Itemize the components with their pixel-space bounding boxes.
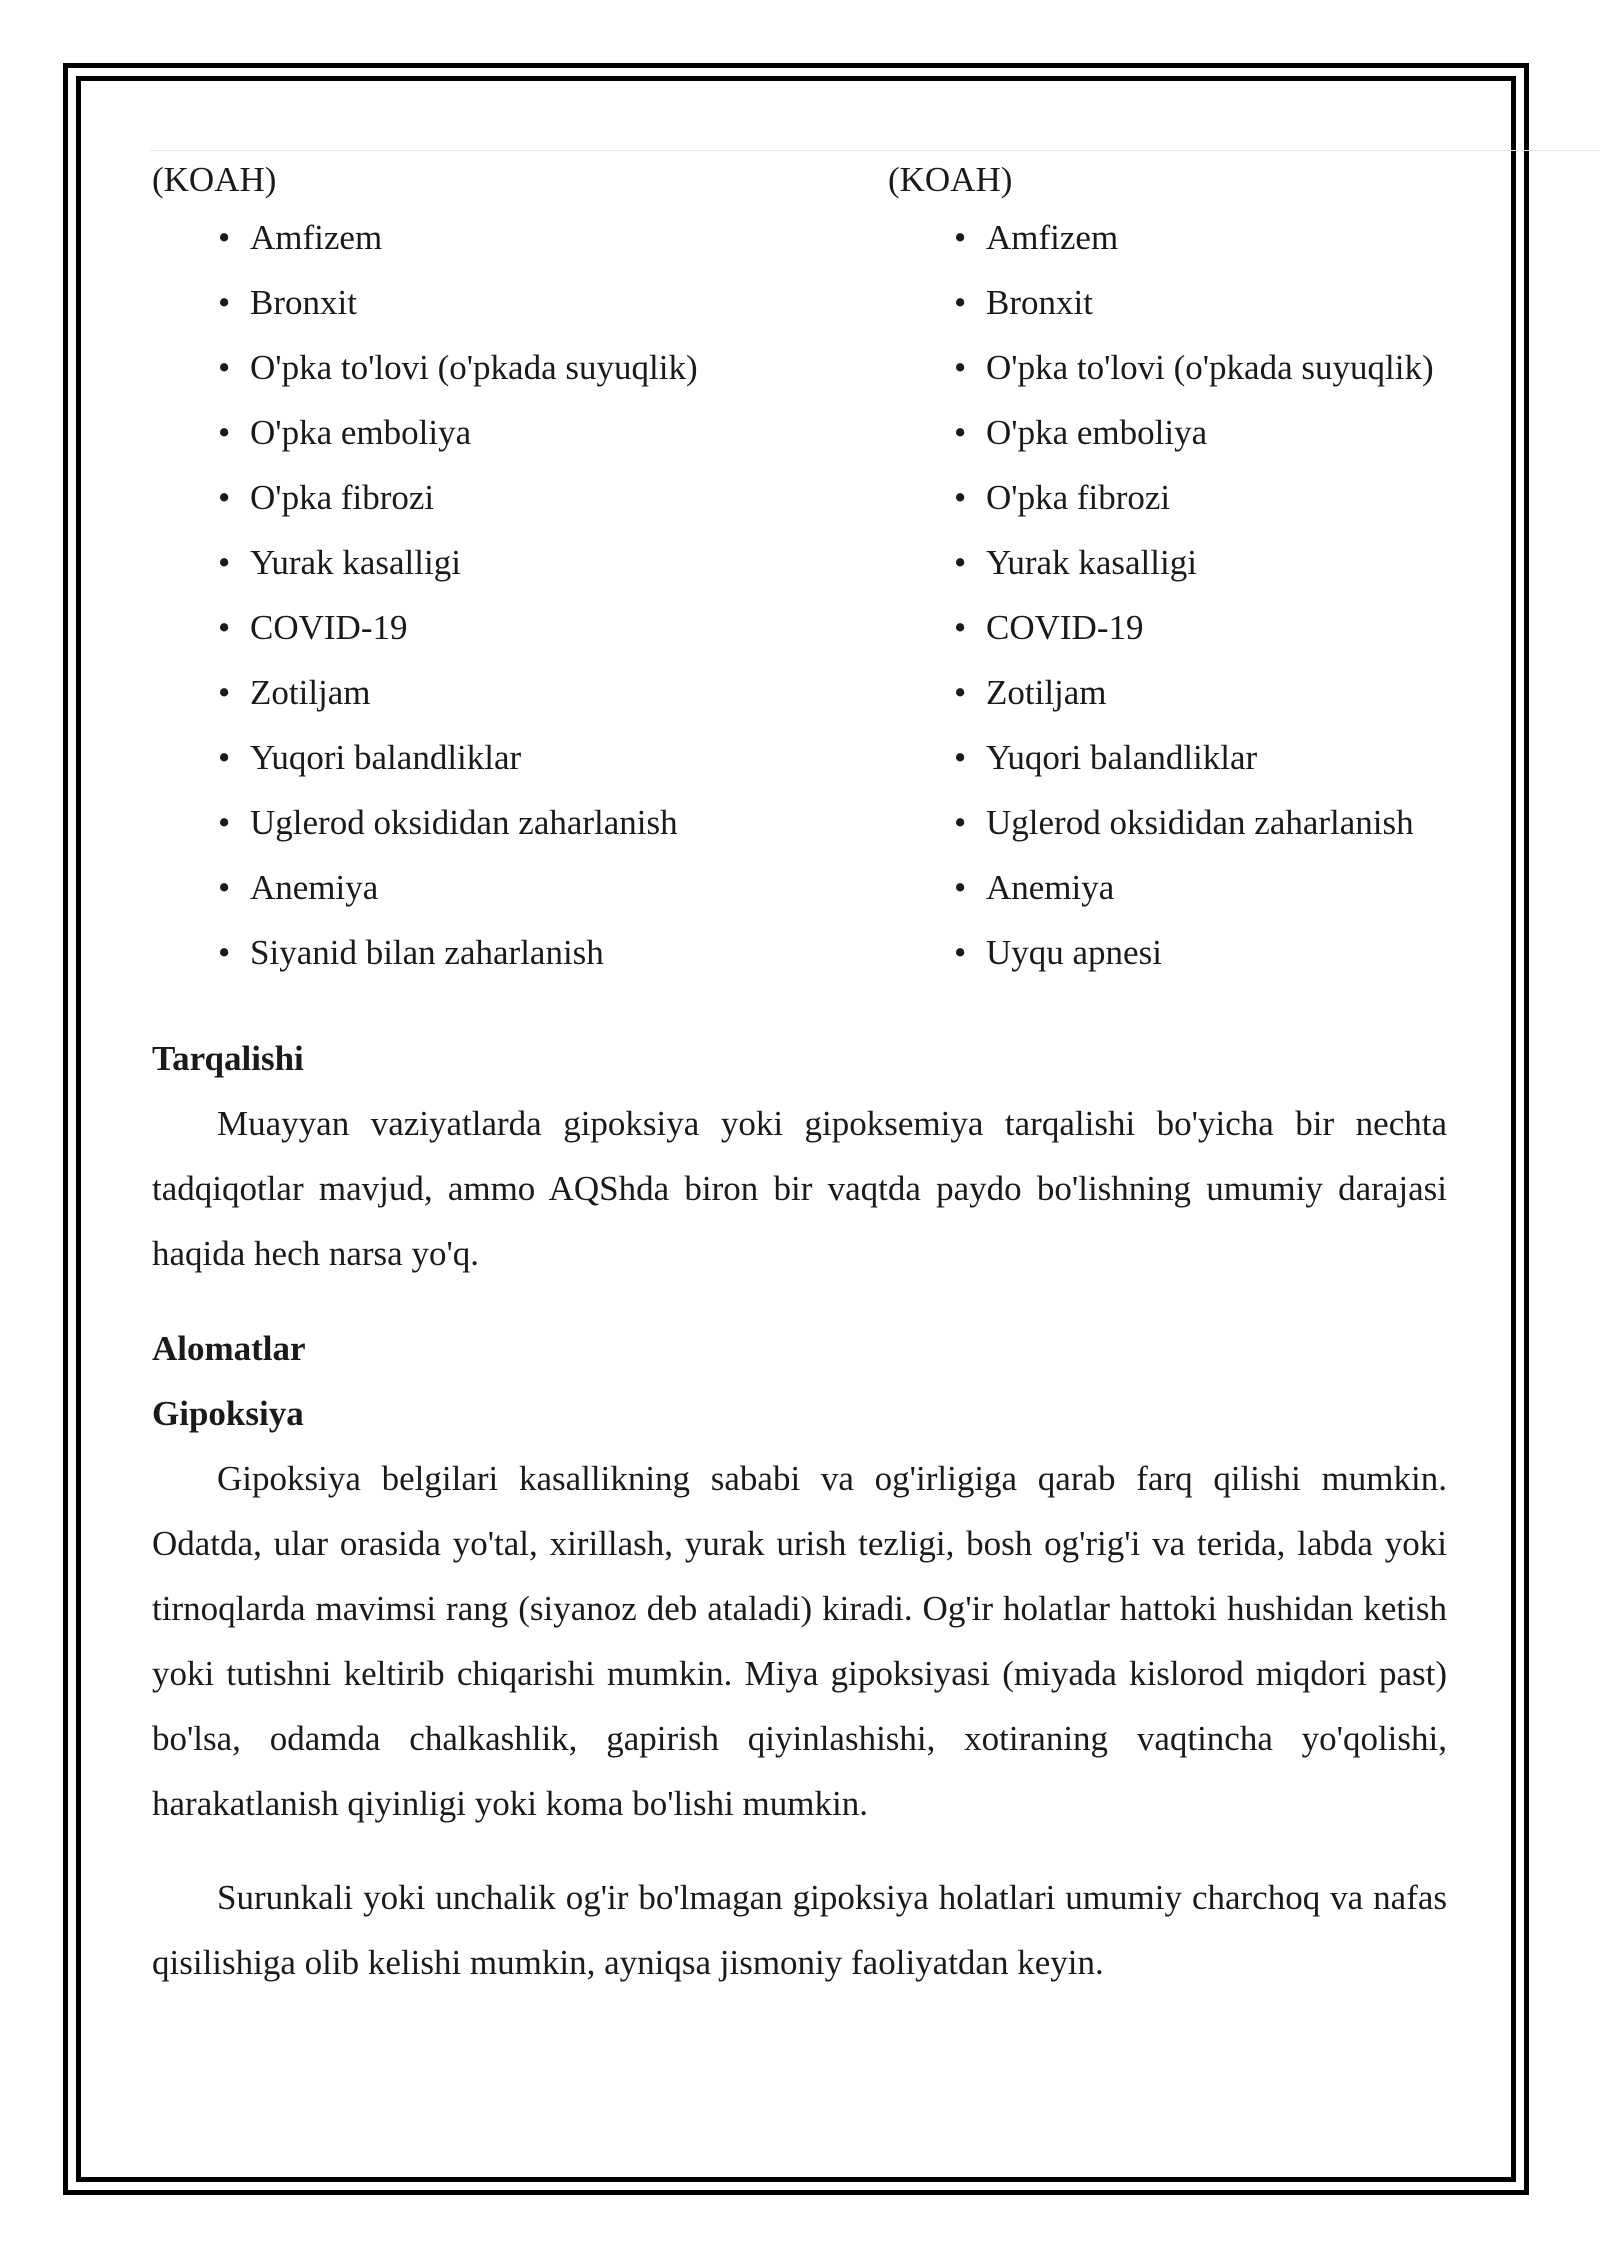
list-item	[888, 855, 1452, 920]
bullet-icon: •	[954, 283, 967, 322]
section-tarqalishi	[152, 1026, 1447, 1286]
paragraph: Surunkali yoki unchalik og'ir bo'lmagan gipoksiya holatlari umumiy charchoq va nafas qisilishiga olib kelishi mumkin, ayniqsa jismoniy faoliyatdan keyin.	[152, 1878, 1447, 1982]
list-item	[888, 595, 1452, 660]
list-item-label: Siyanid bilan zaharlanish	[250, 933, 604, 972]
list-item	[152, 400, 888, 465]
list-item	[888, 205, 1452, 270]
list-item-label: COVID-19	[250, 608, 408, 647]
bullet-icon: •	[218, 868, 231, 907]
bullet-icon: •	[218, 283, 231, 322]
list-item	[152, 725, 888, 790]
list-item	[152, 530, 888, 595]
list-item-label: Uyqu apnesi	[986, 933, 1162, 972]
list-item-label: Anemiya	[986, 868, 1115, 907]
bullet-icon: •	[218, 478, 231, 517]
list-item-label: O'pka to'lovi (o'pkada suyuqlik)	[250, 348, 698, 387]
list-item-label: Yuqori balandliklar	[250, 738, 522, 777]
paragraph: Muayyan vaziyatlarda gipoksiya yoki gipoksemiya tarqalishi bo'yicha bir nechta tadqiqotlar mavjud, ammo AQShda biron bir vaqtda paydo bo'lishning umumiy darajasi haqida hech narsa yo'q.	[152, 1104, 1447, 1273]
column-heading: (KOAH)	[152, 160, 277, 199]
list-item-label: Yurak kasalligi	[986, 543, 1197, 582]
bullet-icon: •	[954, 413, 967, 452]
list-item-label: Zotiljam	[986, 673, 1107, 712]
cause-list	[888, 205, 1452, 985]
bullet-icon: •	[218, 608, 231, 647]
bullet-icon: •	[218, 673, 231, 712]
list-item-label: Amfizem	[250, 218, 383, 257]
bullet-icon: •	[954, 673, 967, 712]
list-item	[152, 465, 888, 530]
list-item	[152, 660, 888, 725]
list-item	[152, 920, 888, 985]
list-item	[888, 725, 1452, 790]
bullet-icon: •	[954, 543, 967, 582]
list-item-label: Uglerod oksididan zaharlanish	[986, 803, 1414, 842]
list-item-label: Yurak kasalligi	[250, 543, 461, 582]
bullet-icon: •	[954, 933, 967, 972]
column-left	[152, 155, 888, 985]
cause-list	[152, 205, 888, 985]
list-item	[152, 855, 888, 920]
bullet-icon: •	[954, 348, 967, 387]
list-item-label: O'pka emboliya	[986, 413, 1208, 452]
bullet-icon: •	[218, 413, 231, 452]
bullet-icon: •	[218, 218, 231, 257]
column-right	[888, 155, 1452, 985]
bullet-icon: •	[954, 868, 967, 907]
list-item-label: Zotiljam	[250, 673, 371, 712]
list-item	[888, 335, 1452, 400]
list-item-label: COVID-19	[986, 608, 1144, 647]
list-item	[152, 270, 888, 335]
list-item-label: O'pka fibrozi	[986, 478, 1171, 517]
paragraph: Gipoksiya belgilari kasallikning sababi va og'irligiga qarab farq qilishi mumkin. Odatda, ular orasida yo'tal, xirillash, yurak urish tezligi, bosh og'rig'i va terida, labda yoki tirnoqlarda mavimsi rang (siyanoz deb ataladi) kiradi. Og'ir holatlar hattoki hushidan ketish yoki tutishni keltirib chiqarishi mumkin. Miya gipoksiyasi (miyada kislorod miqdori past) bo'lsa, odamda chalkashlik, gapirish qiyinlashishi, xotiraning vaqtincha yo'qolishi, harakatlanish qiyinligi yoki koma bo'lishi mumkin.	[152, 1459, 1447, 1823]
bullet-icon: •	[954, 803, 967, 842]
section-heading: Tarqalishi	[152, 1039, 304, 1078]
two-column-list	[152, 155, 1452, 985]
list-item-label: Anemiya	[250, 868, 379, 907]
list-item	[888, 465, 1452, 530]
list-item	[888, 270, 1452, 335]
list-item	[888, 660, 1452, 725]
list-item-label: Bronxit	[986, 283, 1093, 322]
list-item	[888, 530, 1452, 595]
bullet-icon: •	[954, 478, 967, 517]
bullet-icon: •	[218, 543, 231, 582]
bullet-icon: •	[218, 933, 231, 972]
column-heading: (KOAH)	[888, 160, 1013, 199]
list-item-label: O'pka emboliya	[250, 413, 472, 452]
section-heading: Alomatlar	[152, 1329, 306, 1368]
bullet-icon: •	[218, 348, 231, 387]
top-divider	[150, 150, 1600, 151]
bullet-icon: •	[954, 608, 967, 647]
list-item	[152, 790, 888, 855]
section-alomatlar	[152, 1316, 1447, 1995]
section-subheading: Gipoksiya	[152, 1394, 304, 1433]
bullet-icon: •	[218, 738, 231, 777]
bullet-icon: •	[954, 738, 967, 777]
bullet-icon: •	[954, 218, 967, 257]
bullet-icon: •	[218, 803, 231, 842]
list-item-label: O'pka to'lovi (o'pkada suyuqlik)	[986, 348, 1434, 387]
list-item	[152, 205, 888, 270]
list-item-label: Yuqori balandliklar	[986, 738, 1258, 777]
list-item	[888, 790, 1452, 855]
list-item	[152, 335, 888, 400]
list-item	[888, 400, 1452, 465]
list-item	[888, 920, 1452, 985]
list-item-label: Amfizem	[986, 218, 1119, 257]
list-item-label: O'pka fibrozi	[250, 478, 435, 517]
list-item-label: Bronxit	[250, 283, 357, 322]
list-item	[152, 595, 888, 660]
list-item-label: Uglerod oksididan zaharlanish	[250, 803, 678, 842]
